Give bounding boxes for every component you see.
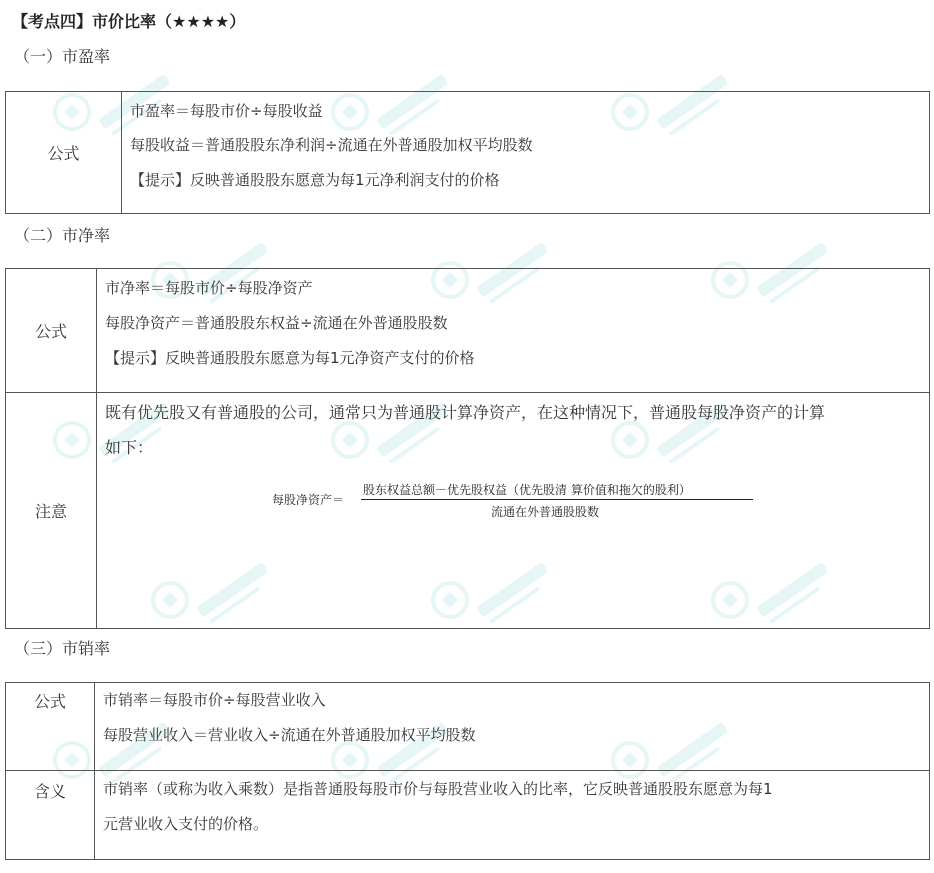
table-row: [6, 771, 930, 860]
row-label: 含义: [33, 782, 66, 801]
formula-line: 市净率＝每股市价÷每股净资产: [105, 279, 313, 297]
table-row: [6, 683, 930, 771]
section-heading-pe: （一）市盈率: [14, 47, 111, 66]
fraction-bar: [361, 499, 753, 500]
meaning-text: 元营业收入支付的价格。: [103, 815, 269, 833]
section-heading-pb: （二）市净率: [14, 226, 111, 245]
row-label: 公式: [6, 269, 97, 393]
equation-denominator: 流通在外普通股股数: [491, 505, 600, 519]
row-label: 公式: [33, 692, 66, 711]
table-row: [6, 269, 930, 393]
formula-line: 市销率＝每股市价÷每股营业收入: [103, 691, 326, 709]
page-title: 【考点四】市价比率（★★★★）: [12, 12, 246, 31]
formula-line: 每股净资产＝普通股股东权益÷流通在外普通股股数: [105, 314, 448, 332]
table-row: [6, 393, 930, 629]
note-text: 既有优先股又有普通股的公司，通常只为普通股计算净资产，在这种情况下，普通股每股净资产的计算: [105, 403, 826, 422]
ps-table: [5, 682, 930, 860]
row-label: 注意: [6, 393, 97, 629]
note-text: 如下：: [105, 438, 154, 457]
formula-line: 市盈率＝每股市价÷每股收益: [130, 102, 323, 120]
formula-line: 每股营业收入＝营业收入÷流通在外普通股加权平均股数: [103, 726, 476, 744]
equation-numerator: 股东权益总额－优先股权益（优先股清 算价值和拖欠的股利）: [363, 483, 691, 497]
equation-lhs: 每股净资产＝: [272, 493, 345, 507]
meaning-text: 市销率（或称为收入乘数）是指普通股每股市价与每股营业收入的比率，它反映普通股股东愿意为每1: [103, 780, 773, 798]
formula-line: 每股收益＝普通股股东净利润÷流通在外普通股加权平均股数: [130, 136, 533, 154]
tip-line: 【提示】反映普通股股东愿意为每1元净利润支付的价格: [130, 171, 500, 189]
pb-table: [5, 268, 930, 629]
table-row: [6, 92, 930, 214]
section-heading-ps: （三）市销率: [14, 639, 111, 658]
row-label: 公式: [6, 92, 122, 214]
tip-line: 【提示】反映普通股股东愿意为每1元净资产支付的价格: [105, 349, 475, 367]
pe-table: [5, 91, 930, 214]
